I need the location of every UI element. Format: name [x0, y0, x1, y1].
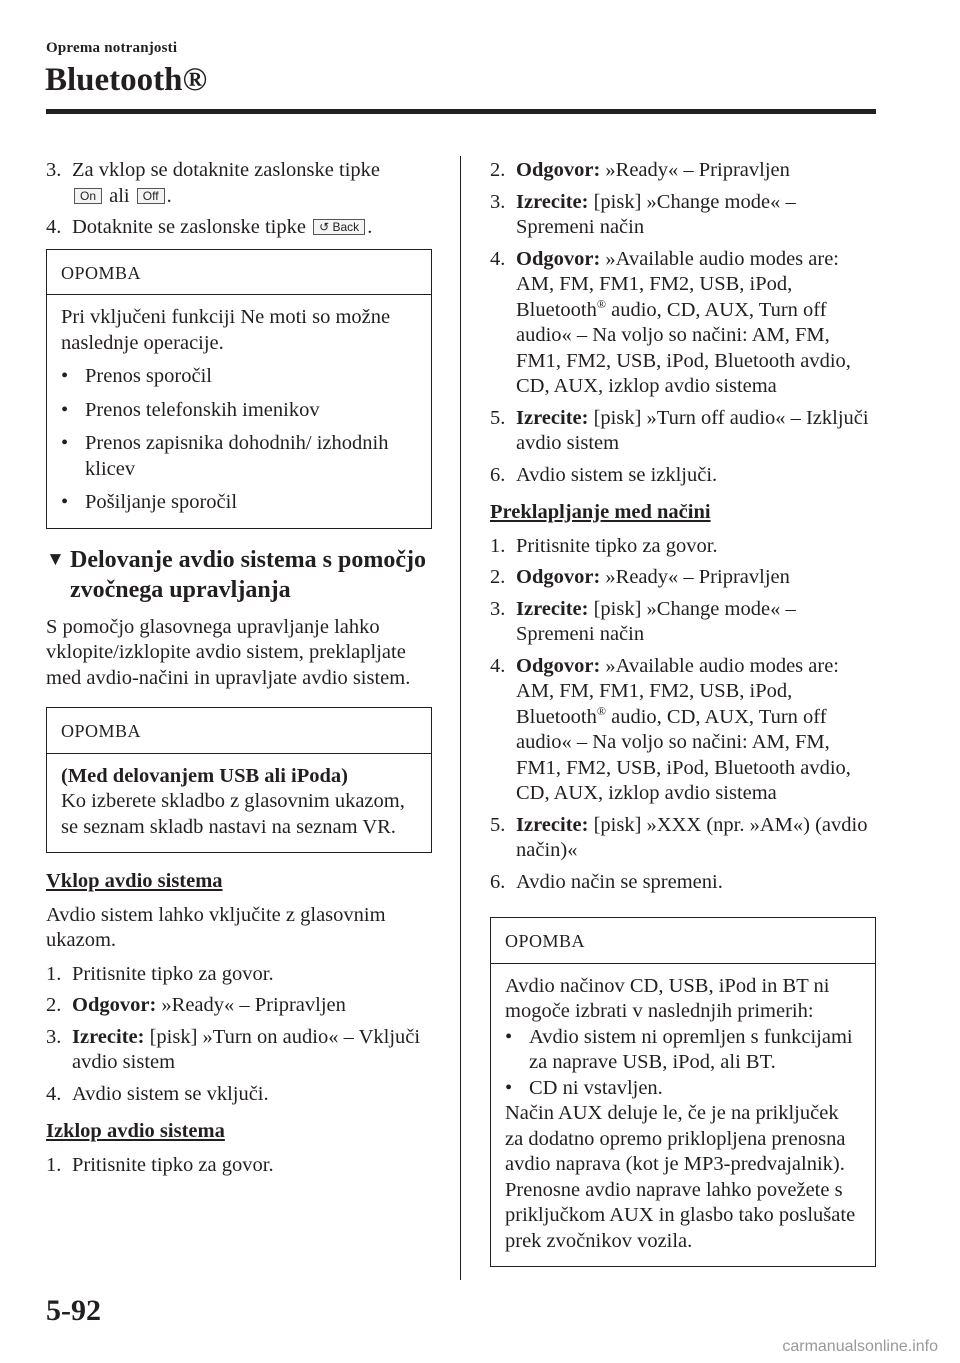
- note-box-1: [46, 249, 432, 529]
- intro-paragraph: S pomočjo glasovnega upravljanje lahko vklopite/izklopite avdio sistem, preklapljate med avdio-načini in upravljate avdio sistem.: [46, 615, 411, 689]
- list-item: • Pošiljanje sporočil: [61, 490, 417, 516]
- list-item: • Prenos sporočil: [61, 364, 417, 390]
- list-item: • CD ni vstavljen.: [505, 1076, 861, 1102]
- triangle-icon: ▼: [46, 548, 65, 570]
- list-item: 3. Izrecite: [pisk] »Change mode« – Spremeni način: [490, 190, 796, 238]
- note-heading: OPOMBA: [47, 250, 431, 296]
- back-key-icon: ↺ Back: [313, 219, 365, 235]
- list-item: • Avdio sistem ni opremljen s funkcijami za naprave USB, iPod, ali BT.: [505, 1025, 861, 1076]
- list-item: 1. Pritisnite tipko za govor.: [490, 534, 718, 557]
- column-divider: [460, 156, 461, 1280]
- list-item: 1. Pritisnite tipko za govor.: [46, 962, 274, 985]
- step-4: 4. Dotaknite se zaslonske tipke ↺ Back .: [46, 216, 373, 238]
- list-item: 3. Izrecite: [pisk] »Change mode« – Spremeni način: [490, 597, 796, 645]
- subheading-on: Vklop avdio sistema: [46, 870, 223, 892]
- list-item: 4. Avdio sistem se vključi.: [46, 1082, 269, 1105]
- section-heading: ▼ Delovanje avdio sistema s pomočjo zvočnega upravljanja: [46, 546, 426, 603]
- list-item: • Prenos telefonskih imenikov: [61, 398, 417, 424]
- bullet-icon: •: [61, 398, 69, 421]
- bullet-icon: •: [505, 1076, 513, 1099]
- section-label: Oprema notranjosti: [46, 40, 178, 56]
- page-title: Bluetooth®: [45, 62, 208, 98]
- list-item: 1. Pritisnite tipko za govor.: [46, 1153, 274, 1176]
- step-3: 3. Za vklop se dotaknite zaslonske tipke On ali Off .: [46, 159, 380, 207]
- list-item: 2. Odgovor: »Ready« – Pripravljen: [46, 994, 346, 1016]
- list-item: 4. Odgovor: »Available audio modes are: AM, FM, FM1, FM2, USB, iPod, Bluetooth® audio, CD, AUX, Turn off audio« – Na voljo so načini: AM, FM, FM1, FM2, USB, iPod, Bluetooth avdio, CD, AUX, izklop avdio sistema: [490, 247, 851, 397]
- note-box-3: OPOMBA Avdio načinov CD, USB, iPod in BT ni mogoče izbrati v naslednjih primerih: • Avdio sistem ni opremljen s funkcijami za naprave USB, iPod, ali BT. • CD ni vstavljen. Način AUX deluje le, če je na priključek za dodatno opremo priklopljena prenosna avdio naprava (kot je MP3-predvajalnik). Prenosne avdio naprave lahko povežete s priključkom AUX in glasbo tako poslušate prek zvočnikov vozila.: [490, 917, 876, 1267]
- bullet-icon: •: [61, 491, 69, 513]
- note-box-2: OPOMBA (Med delovanjem USB ali iPoda) Ko izberete skladbo z glasovnim ukazom, se seznam skladb nastavi na seznam VR.: [46, 707, 432, 853]
- list-item: 6. Avdio sistem se izključi.: [490, 463, 718, 486]
- list-item: 4. Odgovor: »Available audio modes are: AM, FM, FM1, FM2, USB, iPod, Bluetooth® audio, CD, AUX, Turn off audio« – Na voljo so načini: AM, FM, FM1, FM2, USB, iPod, Bluetooth avdio, CD, AUX, izklop avdio sistema: [490, 654, 851, 804]
- subheading-switch: Preklapljanje med načini: [490, 501, 711, 523]
- right-column: [490, 158, 876, 1283]
- bullet-icon: •: [61, 432, 69, 454]
- list-item: 2. Odgovor: »Ready« – Pripravljen: [490, 159, 790, 181]
- left-column: 3. Za vklop se dotaknite zaslonske tipke On ali Off . 4. Dotaknite se zaslonske tipke ↺ Back . OPOMBA Pri vključeni funkciji Ne moti so možne naslednje operacije. • Prenos sporočil • Prenos telefonskih imenikov • Prenos zapisnika dohodnih/ izhodnih klicev • Pošiljanje sporočil ▼ Delovanje avdio sistema s pomočjo zvočnega upravljanja S pomočjo glasovnega upravljanje lahko vklopite/izklopite avdio sistem, preklapljate med avdio-načini in upravljate avdio sistem. OPOMBA (Med delovanjem USB ali iPoda) Ko izberete skladbo z glasovnim ukazom, se seznam skladb nastavi na seznam VR. Vklop avdio sistema Avdio sistem lahko vključite z glasovnim ukazom. 1. Pritisnite tipko za govor. 2. Odgovor: »Ready« – Pripravljen 3. Izrecite: [pisk] »Turn on audio« – Vključi avdio sistem 4. Avdio sistem se vključi. Izklop avdio sistema 1. Pritisnite tipko za govor.: [46, 158, 432, 1184]
- page-number: 5-92: [46, 1294, 101, 1327]
- on-key-icon: On: [74, 188, 102, 204]
- list-item: 3. Izrecite: [pisk] »Turn on audio« – Vključi avdio sistem: [46, 1025, 421, 1073]
- note-intro: Pri vključeni funkciji Ne moti so možne naslednje operacije.: [61, 306, 391, 354]
- bullet-icon: •: [61, 365, 69, 387]
- subheading-off: Izklop avdio sistema: [46, 1120, 225, 1142]
- bullet-icon: •: [505, 1025, 513, 1048]
- list-item: 6. Avdio način se spremeni.: [490, 870, 723, 893]
- list-item: • Prenos zapisnika dohodnih/ izhodnih klicev: [61, 431, 417, 482]
- note-heading: OPOMBA: [47, 708, 431, 754]
- note-heading: OPOMBA: [491, 918, 875, 964]
- list-item: 5. Izrecite: [pisk] »Turn off audio« – Izključi avdio sistem: [490, 406, 869, 454]
- list-item: 2. Odgovor: »Ready« – Pripravljen: [490, 566, 790, 588]
- watermark: carmanualsonline.info: [782, 1338, 938, 1355]
- list-item: 5. Izrecite: [pisk] »XXX (npr. »AM«) (avdio način)«: [490, 813, 868, 861]
- off-key-icon: Off: [137, 188, 165, 204]
- title-rule: [46, 109, 876, 114]
